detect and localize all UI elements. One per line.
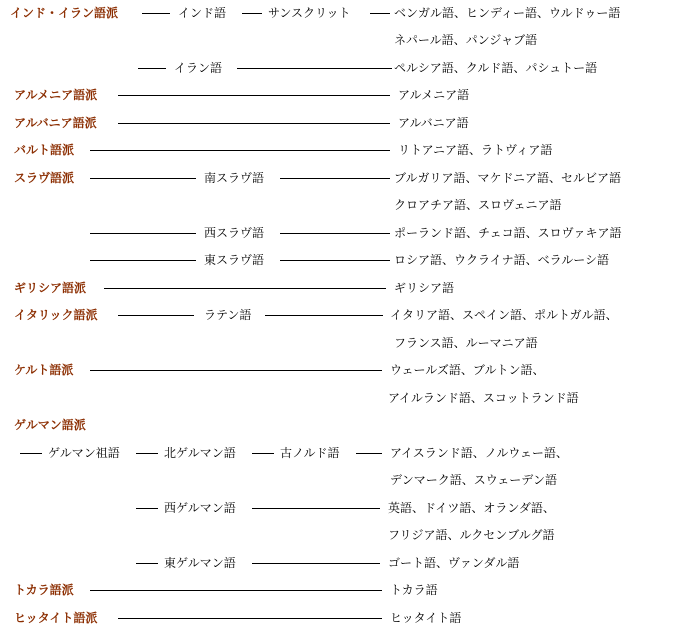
languages-west-germanic-1: 英語、ドイツ語、オランダ語、 <box>388 501 555 515</box>
languages-indic-2: ネパール語、パンジャブ語 <box>394 33 538 47</box>
family-germanic: ゲルマン語派 <box>14 418 86 432</box>
languages-baltic: リトアニア語、ラトヴィア語 <box>398 143 553 157</box>
languages-armenian: アルメニア語 <box>398 88 470 102</box>
languages-south-slavic-1: ブルガリア語、マケドニア語、セルビア語 <box>394 171 622 185</box>
connector-line <box>280 178 390 179</box>
branch-south-slavic: 南スラヴ語 <box>204 171 265 185</box>
branch-proto-germanic: ゲルマン祖語 <box>48 446 120 460</box>
languages-west-germanic-2: フリジア語、ルクセンブルグ語 <box>388 528 555 542</box>
connector-line <box>90 370 382 371</box>
connector-line <box>252 563 380 564</box>
languages-indic-1: ベンガル語、ヒンディー語、ウルドゥー語 <box>394 6 621 20</box>
languages-east-slavic: ロシア語、ウクライナ語、ベラルーシ語 <box>394 253 610 267</box>
connector-line <box>90 260 196 261</box>
family-baltic: バルト語派 <box>14 143 75 157</box>
branch-west-slavic: 西スラヴ語 <box>204 226 265 240</box>
connector-line <box>90 178 196 179</box>
connector-line <box>90 590 382 591</box>
branch-east-germanic: 東ゲルマン語 <box>164 556 236 570</box>
branch-iranian: イラン語 <box>174 61 223 75</box>
branch-sanskrit: サンスクリット <box>268 6 351 20</box>
connector-line <box>118 315 194 316</box>
connector-line <box>90 233 196 234</box>
connector-line <box>136 453 158 454</box>
languages-celtic-1: ウェールズ語、ブルトン語、 <box>390 363 545 377</box>
connector-line <box>136 508 158 509</box>
connector-line <box>252 508 380 509</box>
languages-hittite: ヒッタイト語 <box>390 611 462 625</box>
languages-south-slavic-2: クロアチア語、スロヴェニア語 <box>394 198 562 212</box>
connector-line <box>252 453 274 454</box>
connector-line <box>20 453 42 454</box>
branch-latin: ラテン語 <box>204 308 252 322</box>
languages-tocharian: トカラ語 <box>390 583 438 597</box>
connector-line <box>136 563 158 564</box>
languages-east-germanic: ゴート語、ヴァンダル語 <box>388 556 520 570</box>
languages-albanian: アルバニア語 <box>398 116 469 130</box>
connector-line <box>118 123 390 124</box>
family-armenian: アルメニア語派 <box>14 88 98 102</box>
branch-old-norse: 古ノルド語 <box>280 446 340 460</box>
family-hittite: ヒッタイト語派 <box>14 611 98 625</box>
connector-line <box>138 68 166 69</box>
languages-latin-2: フランス語、ルーマニア語 <box>394 336 538 350</box>
connector-line <box>280 260 390 261</box>
languages-west-slavic: ポーランド語、チェコ語、スロヴァキア語 <box>394 226 622 240</box>
languages-north-germanic-1: アイスランド語、ノルウェー語、 <box>390 446 568 460</box>
branch-north-germanic: 北ゲルマン語 <box>164 446 236 460</box>
connector-line <box>90 150 390 151</box>
connector-line <box>370 13 390 14</box>
connector-line <box>242 13 262 14</box>
branch-east-slavic: 東スラヴ語 <box>204 253 265 267</box>
languages-celtic-2: アイルランド語、スコットランド語 <box>388 391 579 405</box>
languages-latin-1: イタリア語、スペイン語、ポルトガル語、 <box>390 308 618 322</box>
languages-greek: ギリシア語 <box>394 281 455 295</box>
connector-line <box>265 315 383 316</box>
connector-line <box>142 13 170 14</box>
branch-indic: インド語 <box>178 6 227 20</box>
branch-west-germanic: 西ゲルマン語 <box>164 501 236 515</box>
connector-line <box>104 288 386 289</box>
languages-north-germanic-2: デンマーク語、スウェーデン語 <box>390 473 558 487</box>
family-indo-iranian: インド・イラン語派 <box>10 6 119 20</box>
family-albanian: アルバニア語派 <box>14 116 97 130</box>
connector-line <box>118 618 382 619</box>
connector-line <box>237 68 392 69</box>
family-greek: ギリシア語派 <box>14 281 87 295</box>
connector-line <box>356 453 382 454</box>
family-celtic: ケルト語派 <box>14 363 74 377</box>
family-slavic: スラヴ語派 <box>14 171 75 185</box>
connector-line <box>118 95 390 96</box>
family-tocharian: トカラ語派 <box>14 583 74 597</box>
connector-line <box>280 233 390 234</box>
languages-iranian: ペルシア語、クルド語、パシュトー語 <box>394 61 598 75</box>
family-italic: イタリック語派 <box>14 308 98 322</box>
